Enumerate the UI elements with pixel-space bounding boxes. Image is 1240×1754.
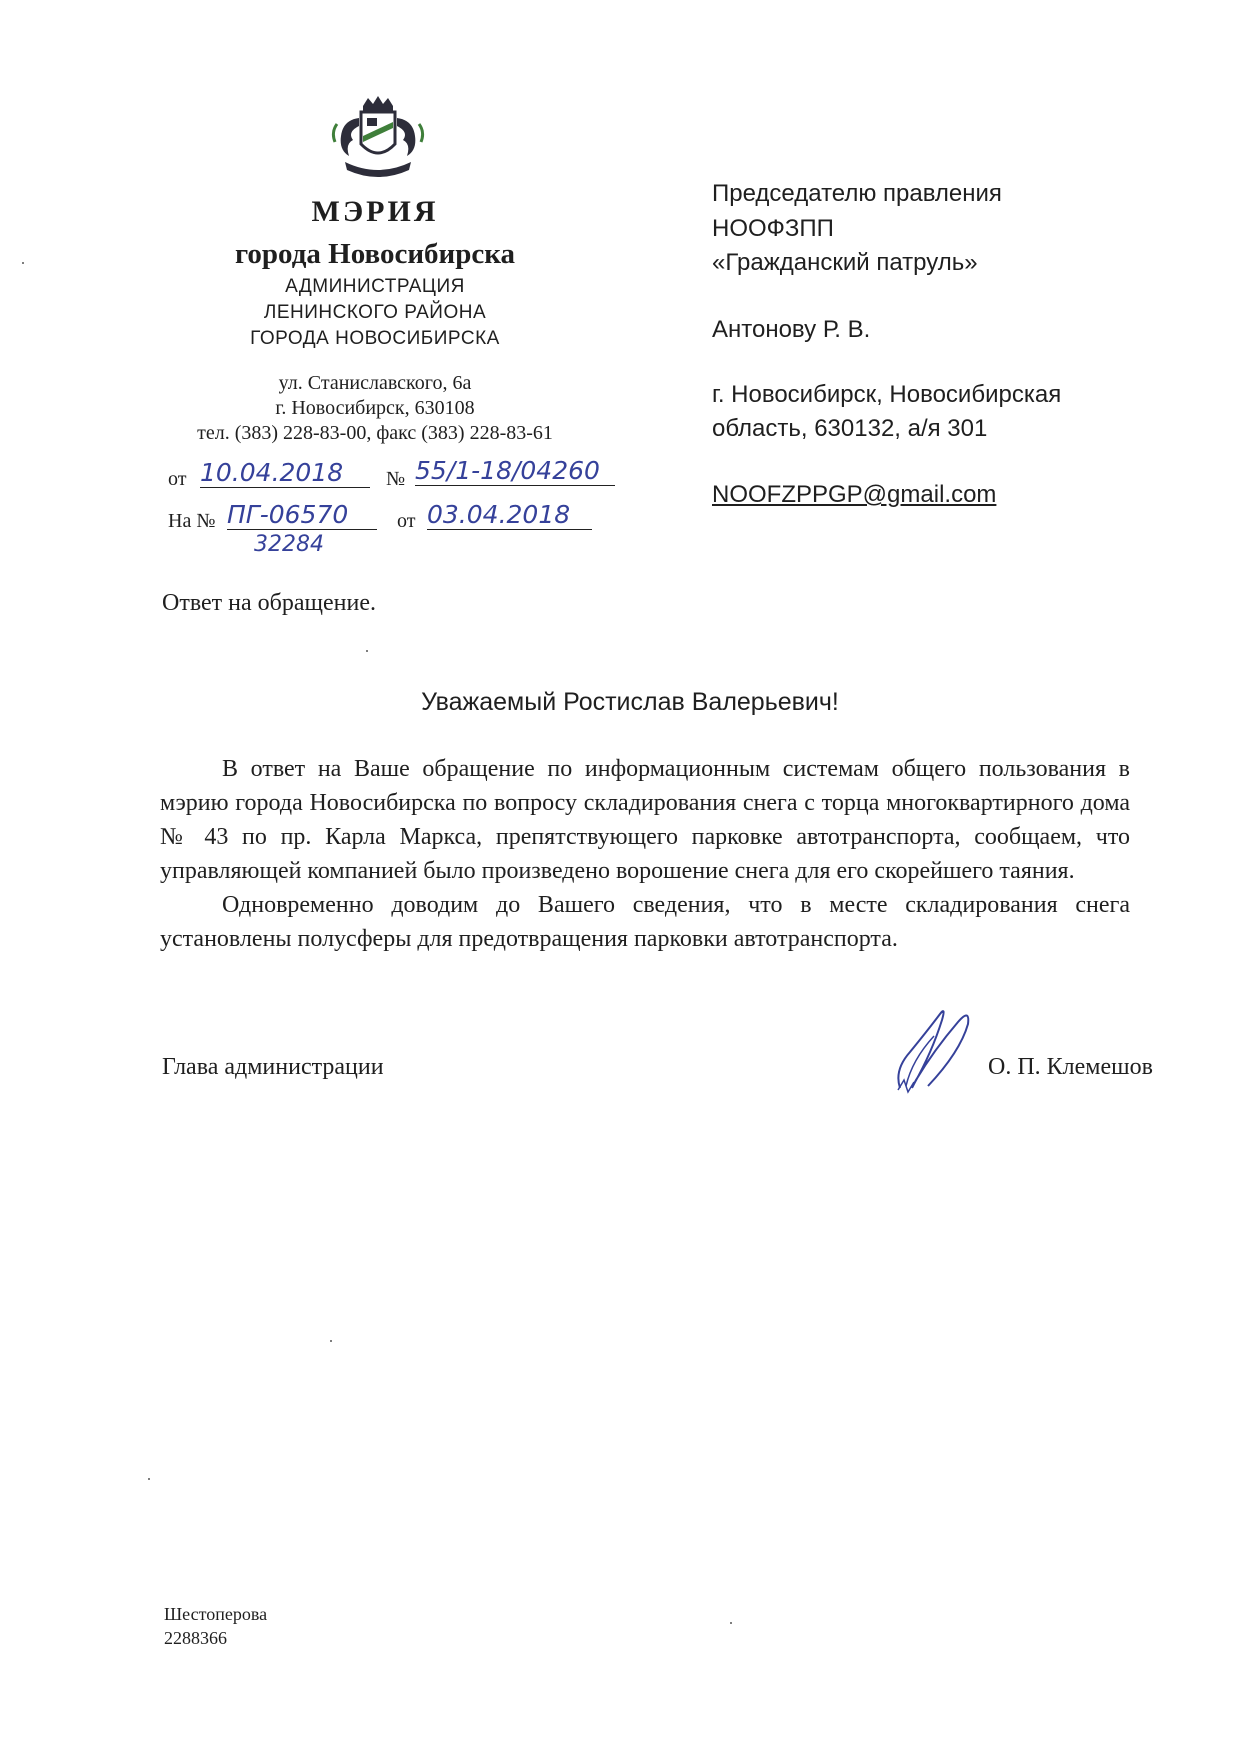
reply-number-label: На №: [168, 510, 216, 532]
recipient-name: Антонову Р. В.: [712, 316, 871, 343]
body-paragraph: Одновременно доводим до Вашего сведения, что в месте складирования снега установлены полусферы для предотвращения парковки автотранспорта.: [160, 892, 1130, 952]
letter-body: [160, 752, 1130, 956]
ref-number: 55/1-18/04260: [415, 456, 615, 486]
scan-speck: [148, 1478, 150, 1480]
signer-position: Глава администрации: [162, 1054, 384, 1080]
reply-date-label: от: [397, 510, 416, 532]
org-address-street: ул. Станиславского, 6а: [278, 372, 472, 394]
scan-speck: [366, 650, 368, 652]
recipient-email-link[interactable]: NOOFZPPGP@gmail.com: [712, 481, 997, 508]
recipient-address-line: область, 630132, а/я 301: [712, 415, 988, 442]
ref-date-label: от: [168, 468, 187, 490]
org-subtitle-line: ЛЕНИНСКОГО РАЙОНА: [263, 302, 487, 323]
ref-date: 10.04.2018: [200, 458, 370, 488]
body-paragraph: В ответ на Ваше обращение по информационным системам общего пользования в мэрию города Новосибирска по вопросу складирования снега с торца многоквартирного дома № 43 по пр. Карла Маркса, препятствующего парковке автотранспорта, сообщаем, что управляющей компанией было произведено ворошение снега для его скорейшего таяния.: [160, 756, 1130, 884]
coat-of-arms-icon: [323, 96, 433, 186]
ref-number-label: №: [386, 468, 406, 490]
executor-name: Шестоперова: [164, 1604, 268, 1624]
executor-phone: 2288366: [164, 1628, 227, 1648]
salutation: Уважаемый Ростислав Валерьевич!: [421, 688, 839, 716]
recipient-line: «Гражданский патруль»: [712, 249, 978, 276]
handwritten-signature: [888, 1000, 998, 1100]
org-title: МЭРИЯ: [311, 195, 439, 228]
reply-number-secondary: 32284: [254, 532, 324, 557]
recipient-line: Председателю правления: [712, 180, 1002, 207]
org-address-city: г. Новосибирск, 630108: [275, 397, 475, 419]
reply-date: 03.04.2018: [427, 500, 592, 530]
signer-name: О. П. Клемешов: [988, 1054, 1153, 1080]
org-address-phone: тел. (383) 228-83-00, факс (383) 228-83-61: [197, 422, 553, 444]
scan-speck: [22, 262, 24, 264]
scan-speck: [730, 1622, 732, 1624]
recipient-line: НООФЗПП: [712, 215, 834, 242]
org-subtitle-line: АДМИНИСТРАЦИЯ: [285, 276, 465, 297]
org-subtitle-line: ГОРОДА НОВОСИБИРСКА: [250, 328, 500, 349]
scan-speck: [330, 1340, 332, 1342]
reply-number: ПГ-06570: [227, 500, 377, 530]
letter-subject: Ответ на обращение.: [162, 590, 376, 616]
org-city: города Новосибирска: [234, 238, 516, 270]
recipient-address-line: г. Новосибирск, Новосибирская: [712, 381, 1062, 408]
